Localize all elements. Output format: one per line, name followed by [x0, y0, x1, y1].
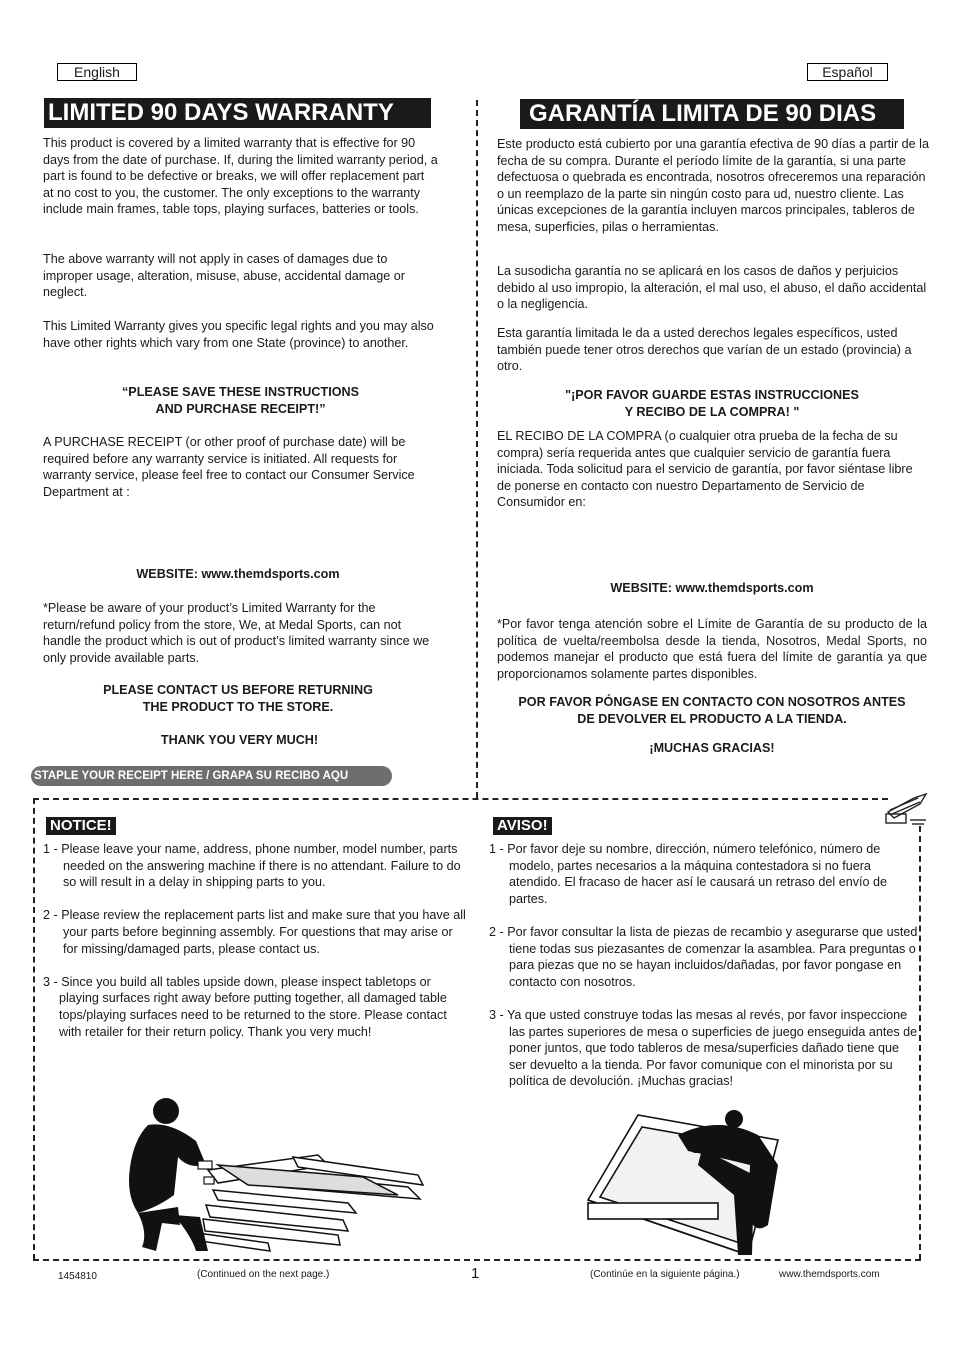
contact-line-1: POR FAVOR PÓNGASE EN CONTACTO CON NOSOTROS ANTES — [518, 695, 906, 709]
contact-before-return-spanish — [497, 694, 927, 727]
warranty-paragraph-3-spanish: Esta garantía limitada le da a usted derechos legales específicos, usted también puede tener otros derechos que varían de un estado (provincia) a otro. — [497, 326, 912, 374]
return-policy-paragraph-english: *Please be aware of your product’s Limited Warranty for the return/refund policy from the store, We, at Medal Sports, can not handle the product which is out of product’s limited warranty since we only provide available parts. — [43, 601, 430, 665]
purchase-receipt-paragraph-english: A PURCHASE RECEIPT (or other proof of purchase date) will be required before any warranty service is initiated. All requests for warranty service, please feel free to contact our Consumer Service Department at : — [43, 435, 415, 499]
assembly-parts-illustration — [118, 1095, 426, 1255]
cut-line-left — [33, 798, 35, 1260]
list-item: 1 - Por favor deje su nombre, dirección, número telefónico, número de modelo, partes necesarios a la máquina contestadora si no fuera atendido. El fracaso de hacer así le causará un retraso del envío de partes. — [489, 842, 888, 906]
language-label-english: English — [57, 63, 137, 81]
footer-website: www.themdsports.com — [779, 1269, 880, 1280]
website-spanish: WEBSITE: www.themdsports.com — [610, 581, 814, 595]
continued-note-english: (Continued on the next page.) — [197, 1269, 330, 1280]
thank-you-english: THANK YOU VERY MUCH! — [160, 733, 319, 747]
tabletop-inspection-illustration — [578, 1105, 788, 1255]
cut-line — [33, 798, 888, 800]
notice-list-spanish — [489, 841, 919, 1107]
warranty-paragraph-3-english: This Limited Warranty gives you specific legal rights and you may also have other rights which vary from one State (province) to another. — [43, 319, 434, 350]
list-item: 3 - Since you build all tables upside down, please inspect tabletops or playing surfaces right away before putting together, all damaged table tops/playing surfaces need to be returned to the store. Please contact with retailer for their return policy. Thank you very much! — [43, 974, 447, 1039]
contact-line-2: THE PRODUCT TO THE STORE. — [142, 699, 334, 714]
notice-label-spanish: AVISO! — [493, 817, 552, 835]
notice-label-english: NOTICE! — [46, 817, 116, 835]
contact-line-1: PLEASE CONTACT US BEFORE RETURNING — [103, 683, 373, 697]
warranty-paragraph-2-spanish: La susodicha garantía no se aplicará en los casos de daños y perjuicios debido al uso impropio, la alteración, el mal uso, el abuso, el daño accidental o la negligencia. — [497, 264, 927, 312]
contact-before-return-english — [43, 682, 433, 715]
language-label-spanish: Español — [807, 63, 888, 81]
list-item: 3 - Ya que usted construye todas las mesas al revés, por favor inspeccione las partes superiores de mesa o superficies de juego enseguida antes de poner juntos, que todo tableros de mesa/superficies dañado tiene que ser devuelto a la tienda. Por favor comunique con el minorista por su política de devolución. ¡Muchas gracias! — [489, 1007, 918, 1089]
purchase-receipt-paragraph-spanish: EL RECIBO DE LA COMPRA (o cualquier otra prueba de la fecha de su compra) sería requerida antes que cualquier servicio de garantía fuera iniciada. Toda solicitud para el servicio de garantía, por favor siéntase libre de ponerse en contacto con nuestro Departamento de Servicio de Consumidor en: — [497, 429, 913, 510]
cut-line-right — [919, 826, 921, 1260]
cut-line-bottom — [33, 1259, 921, 1261]
save-instructions-line-1: "¡POR FAVOR GUARDE ESTAS INSTRUCCIONES — [565, 388, 859, 402]
warranty-paragraph-2-english: The above warranty will not apply in cases of damages due to improper usage, alteration, misuse, abuse, accidental damage or neglect. — [43, 252, 405, 300]
contact-line-2: DE DEVOLVER EL PRODUCTO A LA TIENDA. — [577, 711, 847, 726]
warranty-title-english: LIMITED 90 DAYS WARRANTY — [44, 98, 431, 128]
warranty-paragraph-1-english: This product is covered by a limited warranty that is effective for 90 days from the date of purchase. If, during the limited warranty period, a part is found to be defective or breaks, we will offer replacement part at no cost to you, the customer. The only exceptions to the warranty include main frames, table tops, playing surfaces, batteries or tools. — [43, 136, 438, 217]
list-item: 2 - Please review the replacement parts list and make sure that you have all your parts before beginning assembly. For questions that may arise or for missing/damaged parts, please contact us. — [43, 908, 466, 956]
website-english: WEBSITE: www.themdsports.com — [136, 567, 340, 581]
save-instructions-line-1: “PLEASE SAVE THESE INSTRUCTIONS — [122, 385, 359, 399]
thank-you-spanish: ¡MUCHAS GRACIAS! — [649, 741, 775, 755]
list-item: 2 - Por favor consultar la lista de piezas de recambio y asegurarse que usted tiene todas sus piezasantes de comenzar la asamblea. Para preguntas o para piezas que no se hayan incluidos/dañadas, por favor pongase en contacto con nosotros. — [489, 924, 918, 989]
list-item: 1 - Please leave your name, address, phone number, model number, parts needed on the answering machine if there is no attendant. Failure to do so will result in a delay in shipping parts to you. — [43, 842, 461, 890]
save-instructions-notice-spanish — [497, 387, 927, 420]
notice-list-english — [43, 841, 468, 1057]
return-policy-paragraph-spanish: *Por favor tenga atención sobre el Límite de Garantía de su producto de la política de vuelta/reembolsa desde la tienda, Nosotros, Medal Sports, no podemos manejar el producto que está fuera del límite de garantía ya que proporcionamos solamente partes disponibles. — [497, 617, 927, 681]
save-instructions-line-2: Y RECIBO DE LA COMPRA! " — [624, 404, 800, 419]
staple-receipt-banner: STAPLE YOUR RECEIPT HERE / GRAPA SU RECIBO AQU — [31, 766, 392, 786]
warranty-paragraph-1-spanish: Este producto está cubierto por una garantía efectiva de 90 días a partir de la fecha de su compra. Durante el período límite de la garantía, si una parte defectuosa o quebrada es encontrada, nosotros ofreceremos una reparación o un reemplazo de la parte sin ningún costo para ud, nuestro cliente. Las únicas excepciones de la garantía incluyen marcos principales, tableros de mesa, superficies, pilas o herramientas. — [497, 137, 929, 234]
save-instructions-line-2: AND PURCHASE RECEIPT!” — [155, 401, 326, 416]
save-instructions-notice-english — [43, 384, 438, 417]
document-code: 1454810 — [58, 1271, 97, 1282]
warranty-title-spanish: GARANTÍA LIMITA DE 90 DIAS — [520, 99, 904, 129]
page-number: 1 — [471, 1265, 480, 1282]
continued-note-spanish: (Continúe en la siguiente página.) — [590, 1269, 740, 1280]
center-divider — [476, 100, 478, 798]
scissors-icon — [884, 790, 930, 826]
